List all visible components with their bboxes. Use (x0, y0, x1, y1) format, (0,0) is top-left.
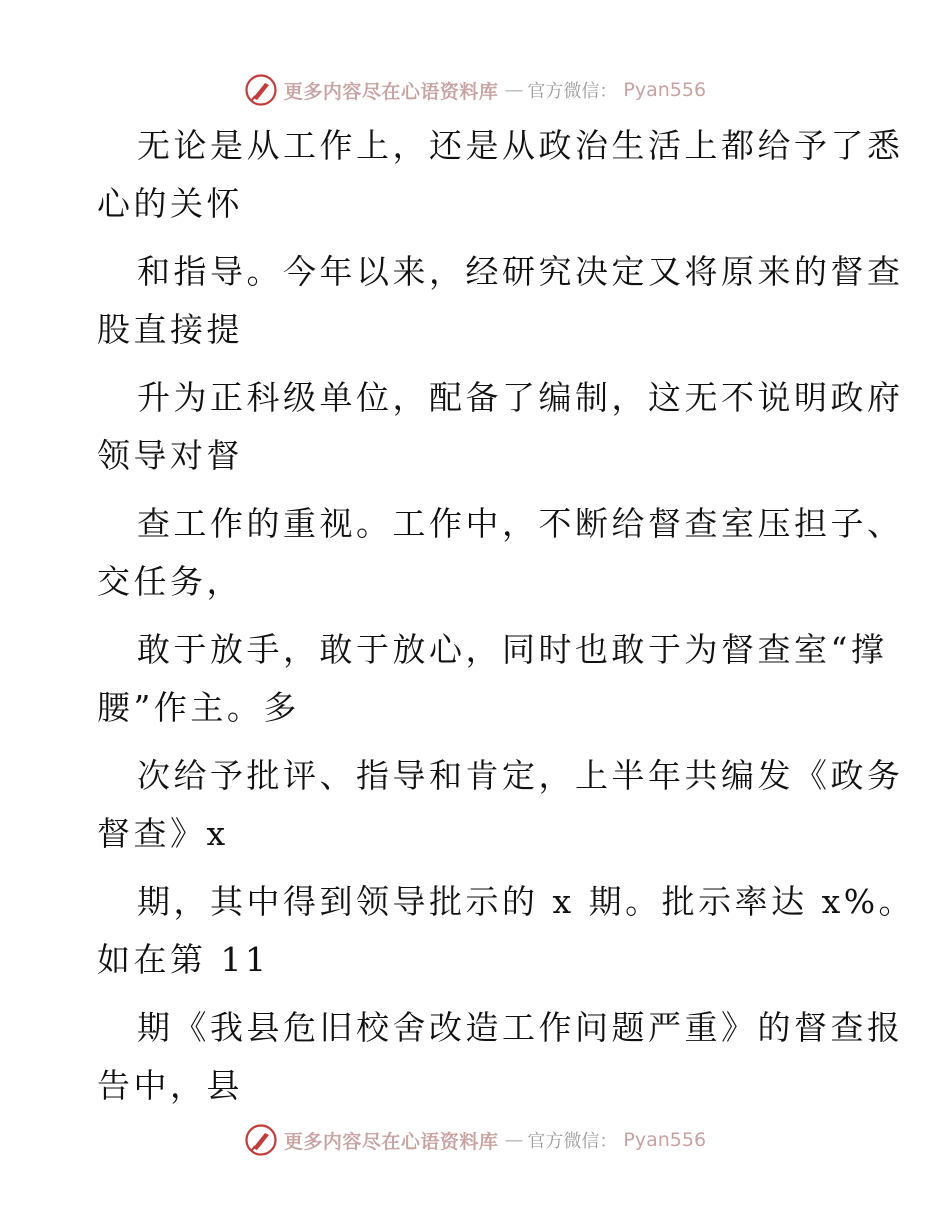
banner-wechat-id: Pyan556 (623, 1129, 707, 1151)
banner-separator: — (504, 1129, 522, 1151)
text-line: 敢于放手，敢于放心，同时也敢于为督查室“撑 (137, 630, 888, 669)
text-line: 次给予批评、指导和肯定，上半年共编发《政务 (137, 756, 904, 795)
banner-wechat-id: Pyan556 (623, 79, 707, 101)
text-line: 查工作的重视。工作中，不断给督查室压担子、 (137, 504, 904, 543)
quill-logo-icon (244, 73, 278, 107)
text-line: 期《我县危旧校舍改造工作问题严重》的督查报 (137, 1008, 904, 1047)
text-line: 告中，县 (97, 1066, 243, 1105)
text-line: 升为正科级单位，配备了编制，这无不说明政府 (137, 378, 904, 417)
banner-separator: — (504, 79, 522, 101)
text-line: 期，其中得到领导批示的 x 期。批示率达 x%。 (137, 882, 916, 921)
text-line: 领导对督 (97, 436, 243, 475)
banner-slogan: 更多内容尽在心语资料库 (283, 1130, 499, 1153)
text-line: 无论是从工作上，还是从政治生活上都给予了悉 (137, 126, 904, 165)
footer-banner (0, 1120, 950, 1160)
banner-slogan: 更多内容尽在心语资料库 (283, 80, 499, 103)
text-line: 股直接提 (97, 310, 243, 349)
document-body (97, 117, 916, 1115)
text-line: 心的关怀 (97, 184, 243, 223)
text-line: 如在第 11 (97, 940, 270, 979)
banner-wechat-label: 官方微信： (527, 81, 618, 102)
header-banner (0, 70, 950, 110)
text-line: 督查》x (97, 814, 229, 853)
text-line: 腰”作主。多 (97, 688, 300, 727)
text-line: 和指导。今年以来，经研究决定又将原来的督查 (137, 252, 904, 291)
text-line: 交任务， (97, 562, 243, 601)
banner-wechat-label: 官方微信： (527, 1131, 618, 1152)
quill-logo-icon (244, 1123, 278, 1157)
